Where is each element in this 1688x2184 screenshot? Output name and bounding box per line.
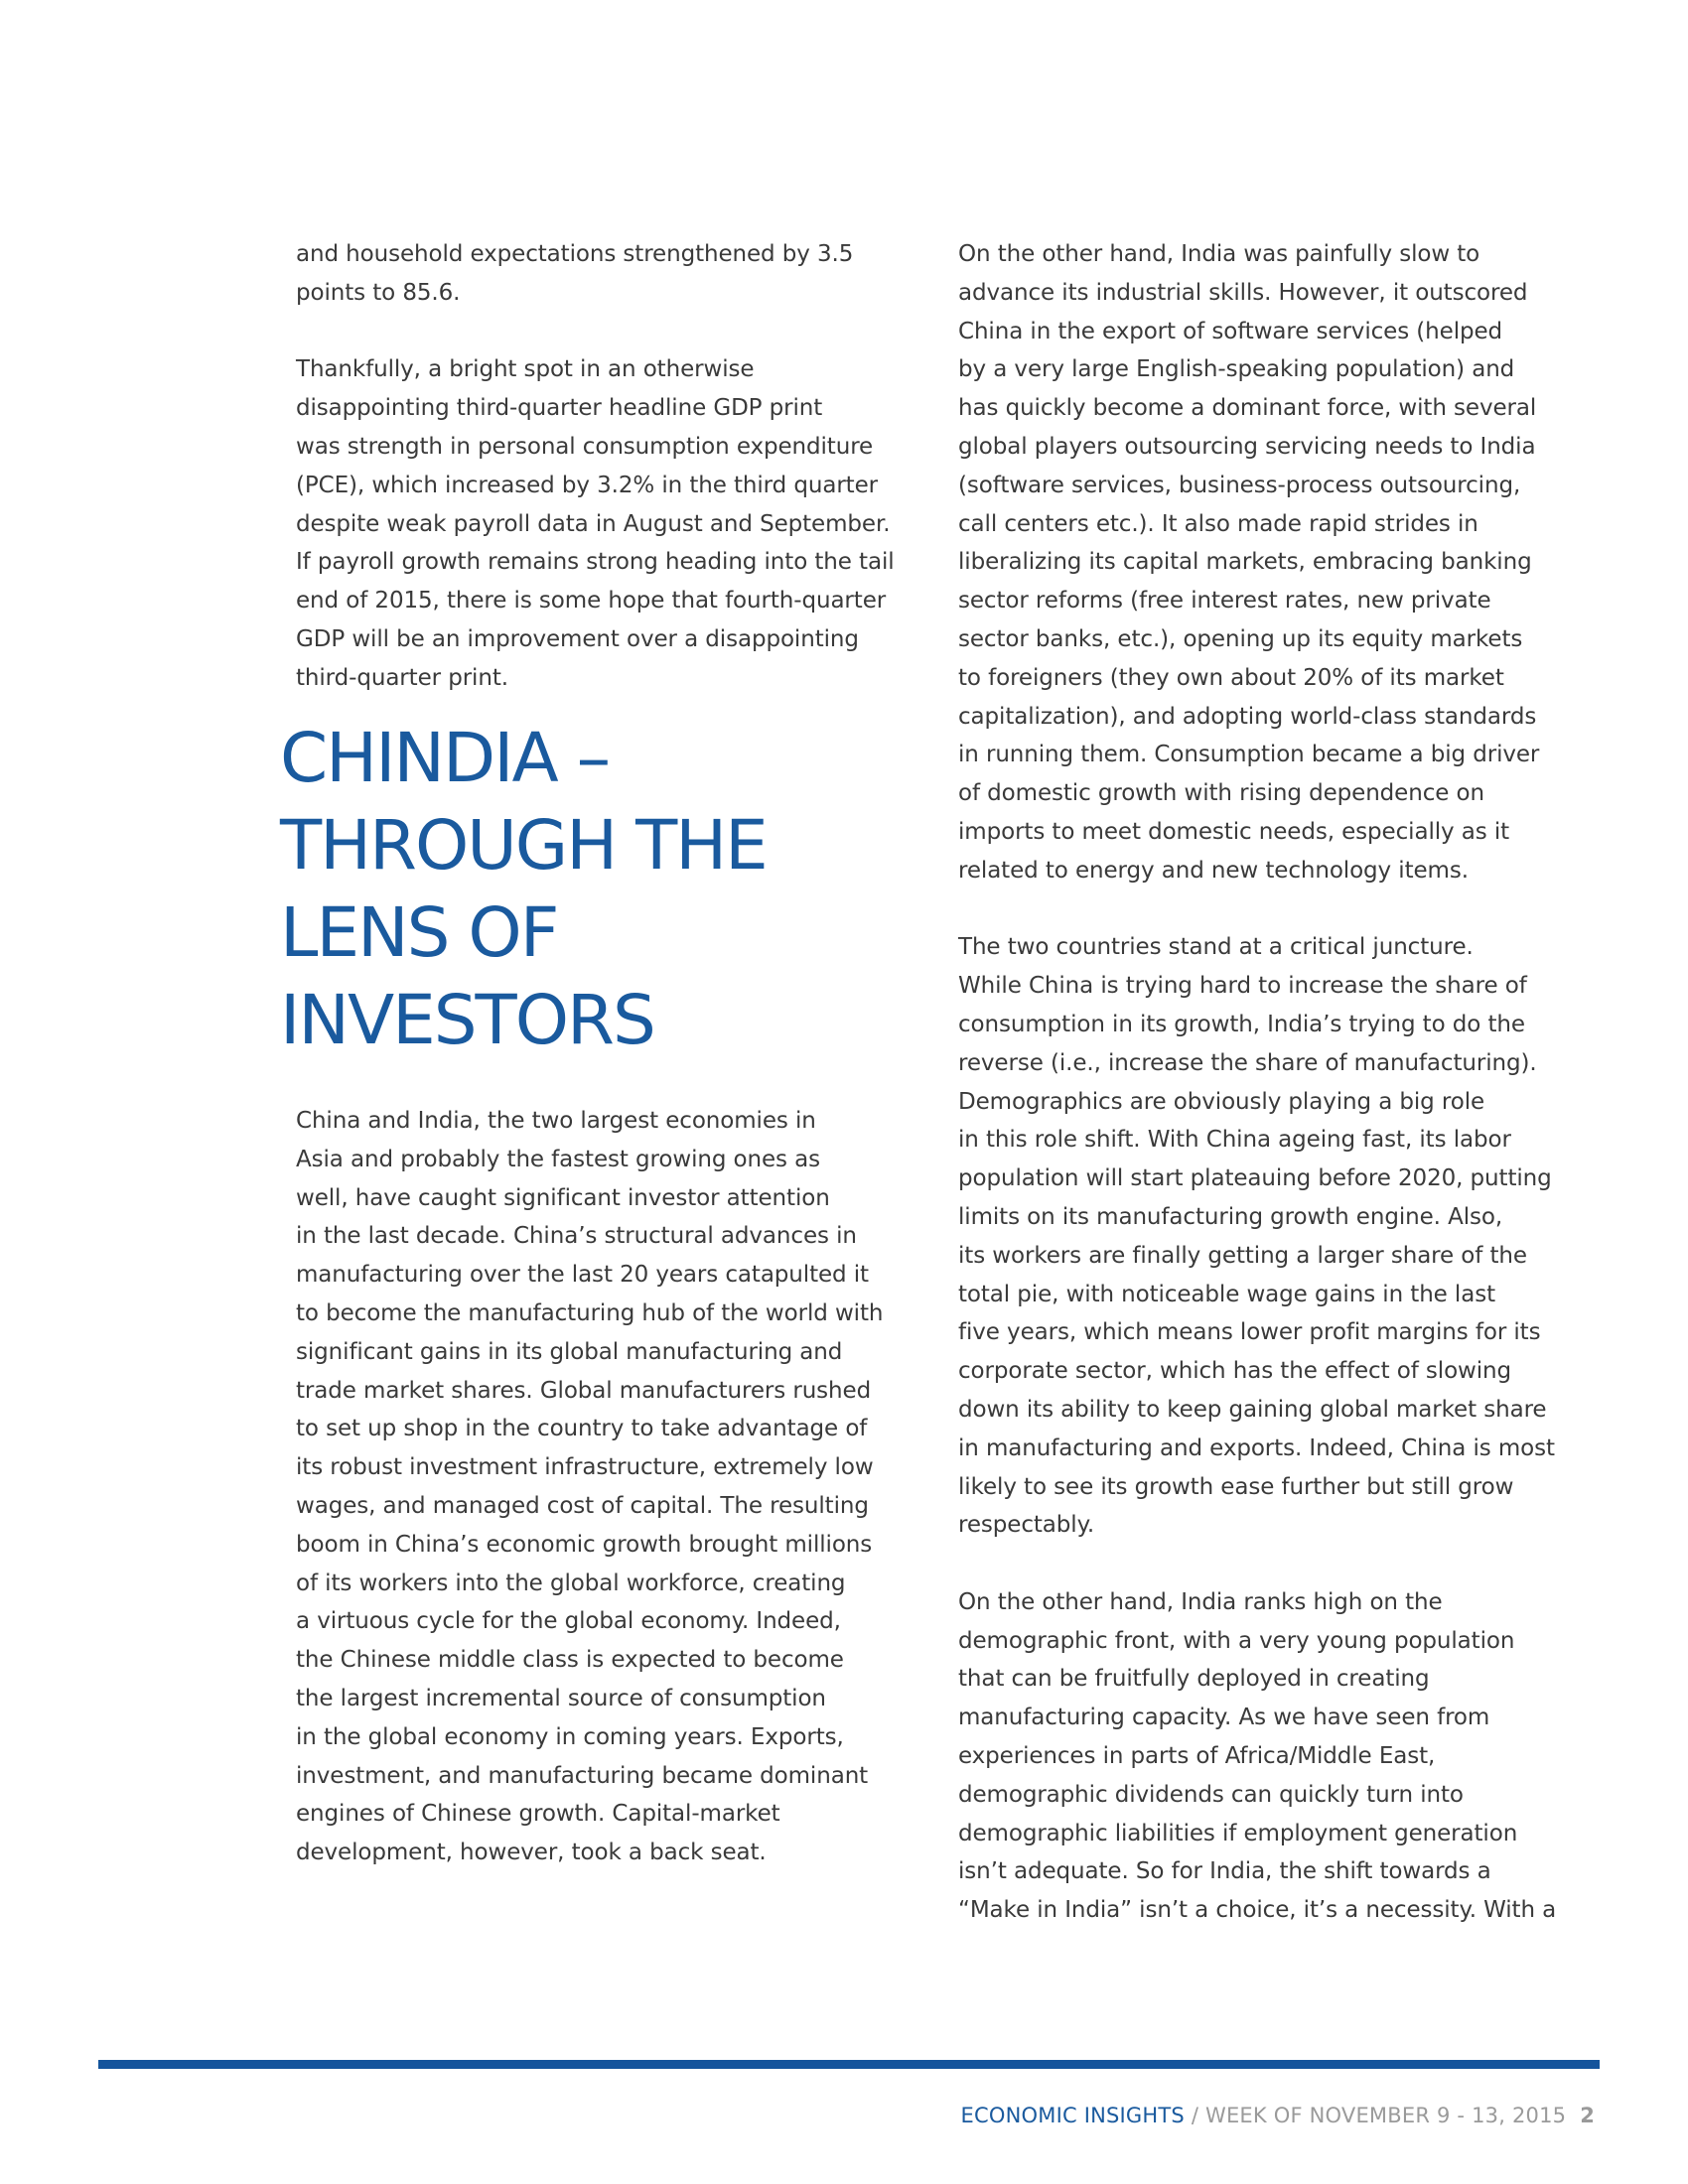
text-line: While China is trying hard to increase the share of — [958, 973, 1527, 1000]
text-line: in manufacturing and exports. Indeed, China is most — [958, 1434, 1555, 1461]
text-line: respectably. — [958, 1512, 1095, 1539]
text-line: experiences in parts of Africa/Middle East, — [958, 1743, 1436, 1770]
text-line: well, have caught significant investor attention — [296, 1184, 830, 1211]
text-line: trade market shares. Global manufacturers rushed — [296, 1377, 872, 1404]
text-line: population will start plateauing before 2020, putting — [958, 1165, 1552, 1192]
paragraph — [296, 1102, 931, 1872]
text-line: sector reforms (free interest rates, new private — [958, 588, 1491, 614]
text-line: GDP will be an improvement over a disappointing — [296, 625, 859, 652]
text-line: disappointing third-quarter headline GDP print — [296, 395, 823, 422]
text-line: China and India, the two largest economies in — [296, 1108, 816, 1134]
text-line: consumption in its growth, India’s trying to do the — [958, 1011, 1525, 1037]
text-line: development, however, took a back seat. — [296, 1840, 767, 1866]
text-line: down its ability to keep gaining global market share — [958, 1396, 1547, 1423]
headline-line: INVESTORS — [280, 981, 654, 1060]
text-line: demographic dividends can quickly turn into — [958, 1781, 1464, 1808]
text-line: imports to meet domestic needs, especially as it — [958, 818, 1510, 845]
headline-line: LENS OF — [280, 893, 558, 973]
footer-rule — [98, 2060, 1600, 2069]
text-line: On the other hand, India was painfully slow to — [958, 241, 1480, 267]
text-line: (PCE), which increased by 3.2% in the third quarter — [296, 472, 878, 498]
text-line: was strength in personal consumption expenditure — [296, 433, 874, 460]
text-line: If payroll growth remains strong heading into the tail — [296, 549, 895, 576]
text-line: likely to see its growth ease further but still grow — [958, 1473, 1514, 1500]
left-column — [296, 235, 931, 698]
text-line: in running them. Consumption became a big driver — [958, 742, 1540, 768]
text-line: global players outsourcing servicing needs to India — [958, 433, 1536, 460]
text-line: in the last decade. China’s structural advances in — [296, 1223, 857, 1250]
text-line: investment, and manufacturing became dominant — [296, 1762, 869, 1789]
text-line: boom in China’s economic growth brought millions — [296, 1531, 873, 1558]
text-line: “Make in India” isn’t a choice, it’s a necessity. With a — [958, 1897, 1557, 1924]
headline-line: CHINDIA – — [280, 719, 610, 798]
week-label: WEEK OF NOVEMBER 9 - 13, 2015 — [1204, 2104, 1567, 2127]
text-line: significant gains in its global manufacturing and — [296, 1338, 843, 1365]
text-line: engines of Chinese growth. Capital-market — [296, 1801, 780, 1828]
paragraph — [958, 235, 1594, 890]
text-line: in the global economy in coming years. Exports, — [296, 1723, 844, 1750]
text-line: limits on its manufacturing growth engine. Also, — [958, 1203, 1503, 1230]
left-column-lower — [296, 1102, 931, 1872]
text-line: capitalization), and adopting world-class standards — [958, 703, 1537, 730]
right-column — [958, 235, 1594, 1930]
publication-name: ECONOMIC INSIGHTS — [960, 2104, 1185, 2127]
text-line: of domestic growth with rising dependence on — [958, 780, 1484, 807]
text-line: (software services, business-process outsourcing, — [958, 472, 1521, 498]
text-line: China in the export of software services (helped — [958, 318, 1503, 344]
text-line: of its workers into the global workforce, creating — [296, 1570, 846, 1596]
text-line: corporate sector, which has the effect of slowing — [958, 1358, 1512, 1385]
text-line: On the other hand, India ranks high on the — [958, 1588, 1443, 1615]
text-line: Asia and probably the fastest growing ones as — [296, 1146, 821, 1172]
text-line: end of 2015, there is some hope that fourth-quarter — [296, 588, 887, 614]
text-line: isn’t adequate. So for India, the shift towards a — [958, 1858, 1491, 1885]
text-line: to set up shop in the country to take advantage of — [296, 1416, 868, 1442]
text-line: demographic liabilities if employment generation — [958, 1820, 1518, 1846]
text-line: call centers etc.). It also made rapid strides in — [958, 510, 1478, 537]
text-line: by a very large English-speaking population) and — [958, 356, 1515, 383]
paragraph — [296, 235, 931, 313]
text-line: The two countries stand at a critical juncture. — [958, 934, 1474, 961]
text-line: to become the manufacturing hub of the world with — [296, 1299, 884, 1326]
text-line: manufacturing capacity. As we have seen from — [958, 1705, 1490, 1731]
text-line: points to 85.6. — [296, 279, 461, 306]
text-line: its robust investment infrastructure, extremely low — [296, 1454, 874, 1481]
text-line: has quickly become a dominant force, with several — [958, 395, 1537, 422]
text-line: demographic front, with a very young population — [958, 1627, 1515, 1654]
text-line: liberalizing its capital markets, embracing banking — [958, 549, 1532, 576]
text-line: the Chinese middle class is expected to become — [296, 1647, 844, 1674]
text-line: the largest incremental source of consumption — [296, 1685, 826, 1711]
text-line: its workers are finally getting a larger share of the — [958, 1242, 1527, 1269]
text-line: Demographics are obviously playing a big role — [958, 1088, 1485, 1115]
text-line: and household expectations strengthened by 3.5 — [296, 241, 854, 267]
paragraph — [958, 1583, 1594, 1930]
text-line: a virtuous cycle for the global economy. Indeed, — [296, 1608, 841, 1635]
text-line: in this role shift. With China ageing fast, its labor — [958, 1127, 1511, 1154]
text-line: total pie, with noticeable wage gains in the last — [958, 1281, 1496, 1307]
article-headline — [280, 715, 767, 1064]
text-line: to foreigners (they own about 20% of its market — [958, 664, 1504, 691]
text-line: advance its industrial skills. However, it outscored — [958, 279, 1528, 306]
page-number: 2 — [1580, 2104, 1595, 2127]
paragraph — [958, 928, 1594, 1545]
text-line: related to energy and new technology items. — [958, 857, 1469, 884]
text-line: third-quarter print. — [296, 664, 508, 691]
footer-separator: / — [1184, 2104, 1205, 2127]
page-footer — [961, 2104, 1595, 2127]
text-line: despite weak payroll data in August and September. — [296, 510, 891, 537]
text-line: reverse (i.e., increase the share of manufacturing). — [958, 1049, 1537, 1076]
text-line: five years, which means lower profit margins for its — [958, 1319, 1541, 1346]
text-line: Thankfully, a bright spot in an otherwise — [296, 356, 755, 383]
text-line: manufacturing over the last 20 years catapulted it — [296, 1262, 869, 1289]
text-line: sector banks, etc.), opening up its equity markets — [958, 625, 1523, 652]
text-line: wages, and managed cost of capital. The resulting — [296, 1492, 869, 1519]
headline-line: THROUGH THE — [280, 806, 767, 886]
paragraph — [296, 350, 931, 697]
text-line: that can be fruitfully deployed in creating — [958, 1666, 1430, 1693]
